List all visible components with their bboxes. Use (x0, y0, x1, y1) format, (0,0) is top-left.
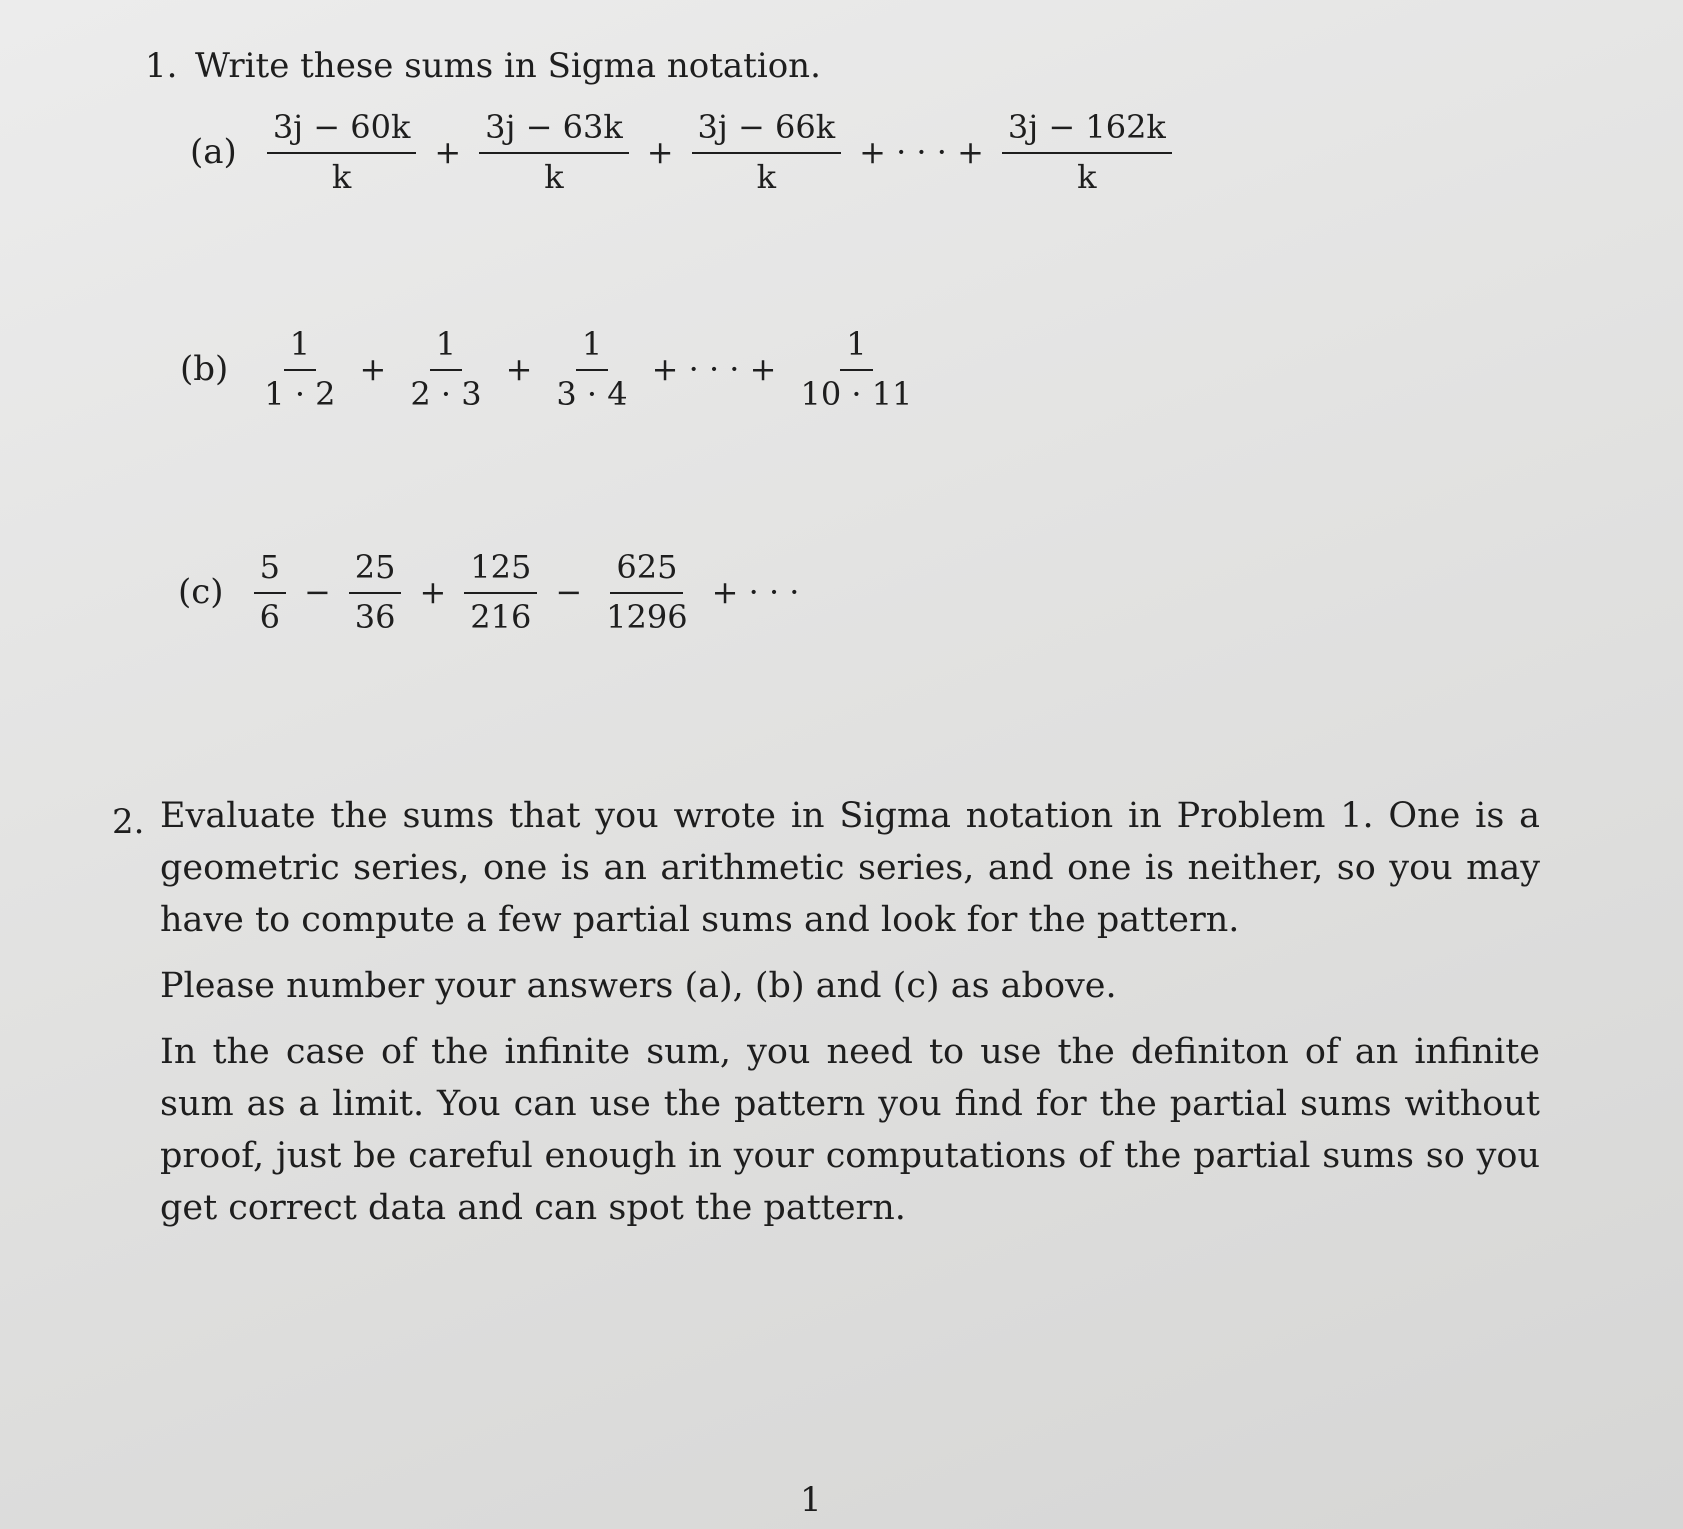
page-number: 1 (800, 1480, 822, 1520)
operator: + · · · + (859, 133, 984, 171)
term-denominator: 36 (354, 598, 396, 636)
term-numerator: 25 (349, 548, 402, 594)
problem-2-paragraph-2: Please number your answers (a), (b) and (c) as above. (160, 966, 1117, 1006)
sum-b (180, 325, 926, 413)
problem-2-paragraph-1: Evaluate the sums that you wrote in Sigma notation in Problem 1. One is a geometric series, one is an arithmetic series, and one is neither, so you may have to compute a few partial sums and look for the pattern. (160, 796, 1540, 940)
term-denominator: k (1077, 158, 1097, 196)
sum-a-term-1 (267, 108, 417, 196)
term-denominator: 6 (259, 598, 280, 636)
term-numerator: 1 (284, 325, 316, 371)
problem-2-body (160, 790, 1540, 1248)
term-denominator: 216 (470, 598, 532, 636)
sum-a-label: (a) (190, 132, 237, 172)
term-numerator: 3j − 63k (479, 108, 629, 154)
sum-c-term-3 (464, 548, 537, 636)
term-denominator: 1 · 2 (264, 375, 336, 413)
term-numerator: 625 (610, 548, 683, 594)
sum-a-term-2 (479, 108, 629, 196)
sum-a (190, 108, 1180, 196)
sum-a-term-3 (692, 108, 842, 196)
problem-2-number: 2. (112, 802, 145, 842)
operator: + (419, 573, 447, 611)
term-numerator: 3j − 66k (692, 108, 842, 154)
term-numerator: 1 (576, 325, 608, 371)
term-denominator: 2 · 3 (410, 375, 482, 413)
sum-b-label: (b) (180, 349, 229, 389)
term-numerator: 3j − 60k (267, 108, 417, 154)
operator: + (434, 133, 462, 171)
term-numerator: 125 (464, 548, 537, 594)
problem-1-number: 1. (145, 46, 178, 86)
term-denominator: k (331, 158, 352, 196)
operator: − (555, 573, 583, 611)
operator: + · · · + (651, 350, 777, 388)
operator: − (303, 573, 331, 611)
term-numerator: 3j − 162k (1002, 108, 1172, 154)
term-numerator: 5 (254, 548, 286, 594)
ellipsis-tail: + · · · (711, 573, 800, 611)
sum-c-term-2 (349, 548, 402, 636)
problem-2-paragraph-3: In the case of the infinite sum, you need to use the definiton of an infinite sum as a limit. You can use the pattern you find for the partial sums without proof, just be careful enough in your computations of the partial sums so you get correct data and can spot the pattern. (160, 1032, 1540, 1228)
sum-c-label: (c) (178, 572, 224, 612)
term-numerator: 1 (840, 325, 872, 371)
operator: + (646, 133, 674, 171)
sum-c (178, 548, 809, 636)
term-denominator: 10 · 11 (800, 375, 913, 413)
sum-b-term-3 (550, 325, 633, 413)
sum-c-term-4 (600, 548, 693, 636)
operator: + (359, 350, 387, 388)
sum-b-term-last (794, 325, 918, 413)
sum-a-term-last (1002, 108, 1172, 196)
sum-b-term-1 (258, 325, 341, 413)
operator: + (505, 350, 533, 388)
term-denominator: k (544, 158, 564, 196)
sum-c-term-1 (254, 548, 286, 636)
term-denominator: 3 · 4 (556, 375, 628, 413)
problem-1-prompt: Write these sums in Sigma notation. (195, 46, 821, 86)
term-numerator: 1 (430, 325, 462, 371)
term-denominator: 1296 (606, 598, 688, 636)
term-denominator: k (756, 158, 776, 196)
sum-b-term-2 (404, 325, 487, 413)
